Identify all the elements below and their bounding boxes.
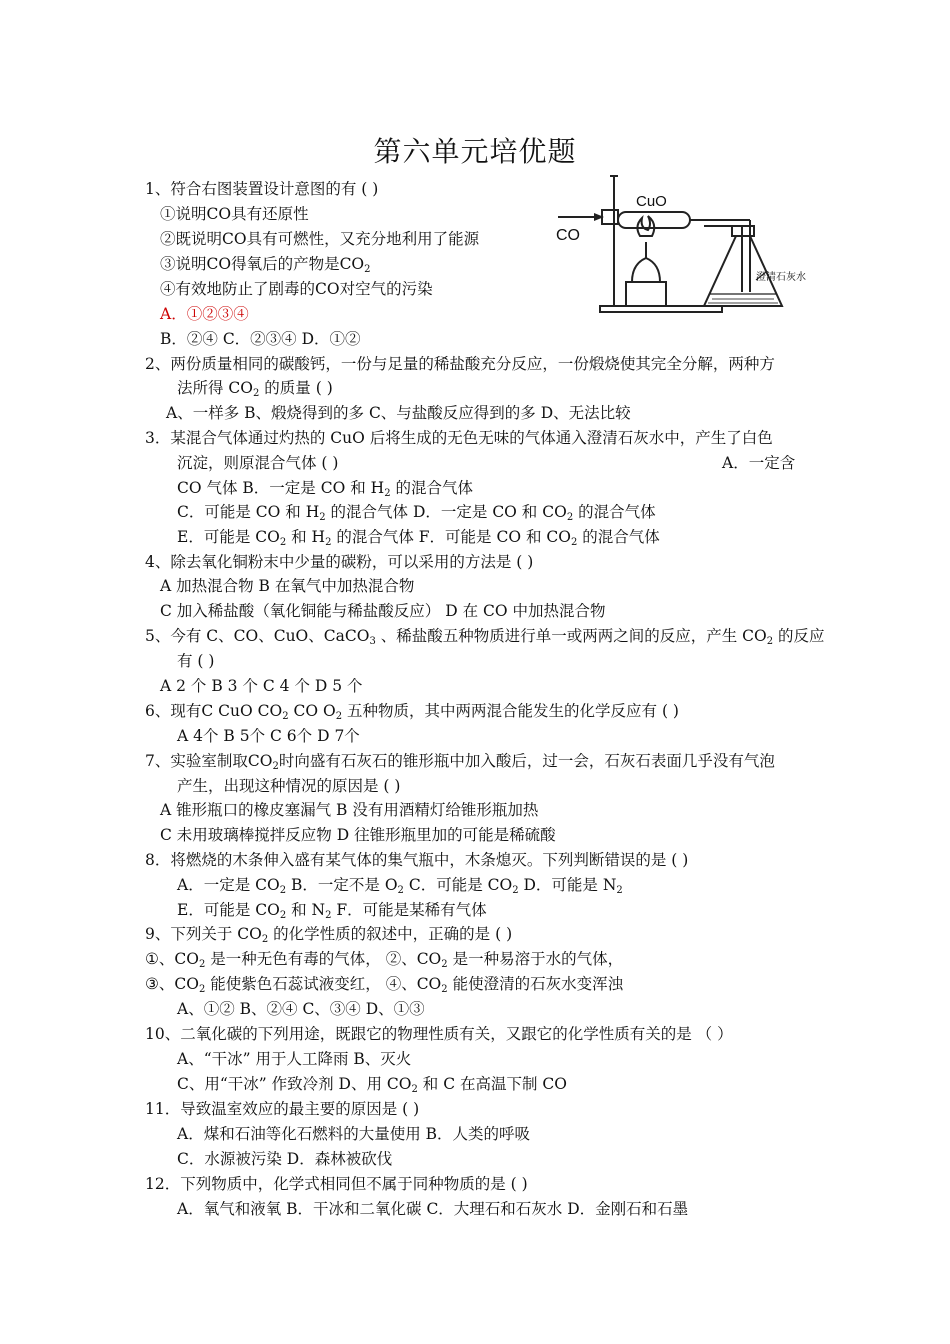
text-segment: D．可能是 N xyxy=(518,876,617,894)
text-line xyxy=(177,1049,411,1069)
text-segment: 是一种无色有毒的气体， ②、CO xyxy=(205,950,442,968)
subscript: 2 xyxy=(198,984,206,995)
text-segment: ①、CO xyxy=(145,950,199,968)
subscript: 2 xyxy=(566,512,574,523)
subscript: 2 xyxy=(279,910,287,921)
co-label: CO xyxy=(556,227,580,244)
text-segment: A 加热混合物 B 在氧气中加热混合物 xyxy=(160,577,415,595)
text-segment: 的混合气体 xyxy=(390,479,473,497)
text-line xyxy=(145,428,773,448)
text-segment: A．煤和石油等化石燃料的大量使用 B．人类的呼吸 xyxy=(177,1125,531,1143)
text-segment: 和 N xyxy=(286,901,326,919)
text-line xyxy=(145,949,623,969)
text-line xyxy=(145,626,825,646)
text-segment: A．一定是 CO xyxy=(177,876,280,894)
text-segment: ④有效地防止了剧毒的CO对空气的污染 xyxy=(160,280,433,298)
subscript: 2 xyxy=(766,636,774,647)
text-line xyxy=(177,651,214,671)
text-line xyxy=(160,304,249,324)
text-segment: A．一定含 xyxy=(722,454,796,472)
text-line xyxy=(160,329,361,349)
text-segment: A 锥形瓶口的橡皮塞漏气 B 没有用酒精灯给锥形瓶加热 xyxy=(160,801,539,819)
subscript: 2 xyxy=(279,885,287,896)
text-segment: B．②④ C．②③④ D．①② xyxy=(160,330,361,348)
text-line xyxy=(160,254,371,274)
text-line xyxy=(177,875,623,895)
text-line xyxy=(177,478,473,498)
co-reduction-apparatus-diagram xyxy=(552,172,806,320)
text-line xyxy=(177,502,656,522)
text-segment: 的混合气体 xyxy=(577,528,660,546)
text-line xyxy=(145,354,775,374)
text-segment: 5、今有 C、CO、CuO、CaCO xyxy=(145,627,370,645)
text-segment: 有 ( ) xyxy=(177,652,215,670)
text-line xyxy=(177,1074,567,1094)
subscript: 2 xyxy=(512,885,519,896)
text-line xyxy=(160,204,309,224)
subscript: 2 xyxy=(325,537,332,548)
text-line xyxy=(160,800,538,820)
text-segment: C 未用玻璃棒搅拌反应物 D 往锥形瓶里加的可能是稀硫酸 xyxy=(160,826,556,844)
text-line xyxy=(145,552,533,572)
text-line xyxy=(145,179,378,199)
text-segment: 和 C 在高温下制 CO xyxy=(417,1075,567,1093)
text-line xyxy=(160,279,433,299)
text-line xyxy=(145,1174,528,1194)
text-line xyxy=(145,924,512,944)
text-segment: C、用“干冰” 作致冷剂 D、用 CO xyxy=(177,1075,412,1093)
text-line xyxy=(177,527,660,547)
cuo-label: CuO xyxy=(636,193,667,210)
subscript: 3 xyxy=(369,636,376,647)
text-segment: 11．导致温室效应的最主要的原因是 ( ) xyxy=(145,1100,420,1118)
text-line xyxy=(145,751,775,771)
text-segment: 的混合气体 F．可能是 CO 和 CO xyxy=(331,528,571,546)
subscript: 2 xyxy=(441,984,448,995)
text-line xyxy=(145,850,688,870)
text-segment: ③、CO xyxy=(145,975,199,993)
text-segment: 五种物质，其中两两混合能发生的化学反应有 ( ) xyxy=(342,702,679,720)
text-segment: A、“干冰” 用于人工降雨 B、灭火 xyxy=(177,1050,412,1068)
text-segment: 是一种易溶于水的气体， xyxy=(447,950,624,968)
text-line xyxy=(145,974,623,994)
subscript: 2 xyxy=(319,512,326,523)
text-segment: 的质量 ( ) xyxy=(259,379,333,397)
text-segment: C．可能是 CO xyxy=(403,876,513,894)
text-line xyxy=(722,453,795,473)
subscript: 2 xyxy=(384,488,391,499)
text-segment: 4、除去氧化铜粉末中少量的碳粉，可以采用的方法是 ( ) xyxy=(145,553,534,571)
text-line xyxy=(177,378,333,398)
text-line xyxy=(177,776,400,796)
text-segment: 和 H xyxy=(286,528,326,546)
text-segment: 的反应 xyxy=(773,627,825,645)
text-line xyxy=(160,601,606,621)
text-line xyxy=(177,1199,688,1219)
text-line xyxy=(145,1099,419,1119)
text-segment: A．①②③④ xyxy=(160,305,249,323)
text-segment: A 4个 B 5个 C 6个 D 7个 xyxy=(177,727,360,745)
text-line xyxy=(160,229,479,249)
text-segment: 7、实验室制取CO xyxy=(145,752,273,770)
text-line xyxy=(177,1124,530,1144)
subscript: 2 xyxy=(261,934,269,945)
subscript: 2 xyxy=(253,388,260,399)
text-segment: ②既说明CO具有可燃性，又充分地利用了能源 xyxy=(160,230,480,248)
text-segment: 3．某混合气体通过灼热的 CuO 后将生成的无色无味的气体通入澄清石灰水中，产生了白色 xyxy=(145,429,773,447)
text-segment: 12．下列物质中，化学式相同但不属于同种物质的是 ( ) xyxy=(145,1175,528,1193)
text-segment: E．可能是 CO xyxy=(177,901,280,919)
text-segment: A、一样多 B、煅烧得到的多 C、与盐酸反应得到的多 D、无法比较 xyxy=(166,404,631,422)
text-segment: ③说明CO得氧后的产物是CO xyxy=(160,255,365,273)
subscript: 2 xyxy=(325,910,332,921)
text-line xyxy=(177,453,338,473)
text-segment: A、①② B、②④ C、③④ D、①③ xyxy=(177,1000,425,1018)
text-line xyxy=(160,676,363,696)
text-segment: CO 气体 B．一定是 CO 和 H xyxy=(177,479,385,497)
text-segment: 时向盛有石灰石的锥形瓶中加入酸后，过一会，石灰石表面几乎没有气泡 xyxy=(278,752,775,770)
subscript: 2 xyxy=(198,959,206,970)
subscript: 2 xyxy=(616,885,623,896)
text-segment: 的化学性质的叙述中，正确的是 ( ) xyxy=(268,925,513,943)
text-segment: 9、下列关于 CO xyxy=(145,925,262,943)
text-segment: 能使澄清的石灰水变浑浊 xyxy=(447,975,624,993)
text-segment: C．水源被污染 D．森林被砍伐 xyxy=(177,1150,393,1168)
text-line xyxy=(145,701,679,721)
text-line xyxy=(177,726,360,746)
text-segment: 10、二氧化碳的下列用途，既跟它的物理性质有关，又跟它的化学性质有关的是 （ ） xyxy=(145,1025,733,1043)
subscript: 2 xyxy=(441,959,448,970)
subscript: 2 xyxy=(570,537,578,548)
text-segment: 1、符合右图装置设计意图的有 ( ) xyxy=(145,180,379,198)
text-segment: 沉淀，则原混合气体 ( ) xyxy=(177,454,339,472)
text-segment: CO O xyxy=(288,702,336,720)
subscript: 2 xyxy=(411,1084,418,1095)
text-segment: C．可能是 CO 和 H xyxy=(177,503,320,521)
text-segment: 能使紫色石蕊试液变红， ④、CO xyxy=(205,975,442,993)
limewater-label: 澄清石灰水 xyxy=(756,272,806,283)
text-segment: ①说明CO具有还原性 xyxy=(160,205,309,223)
text-segment: 的混合气体 xyxy=(573,503,656,521)
text-segment: A．氧气和液氧 B．干冰和二氧化碳 C．大理石和石灰水 D．金刚石和石墨 xyxy=(177,1200,689,1218)
subscript: 2 xyxy=(397,885,404,896)
text-segment: 6、现有C CuO CO xyxy=(145,702,283,720)
text-line xyxy=(166,403,631,423)
text-segment: E．可能是 CO xyxy=(177,528,280,546)
subscript: 2 xyxy=(335,711,343,722)
text-segment: A 2 个 B 3 个 C 4 个 D 5 个 xyxy=(160,677,363,695)
text-line xyxy=(177,900,487,920)
text-line xyxy=(145,1024,733,1044)
page-title: 第六单元培优题 xyxy=(373,135,577,168)
subscript: 2 xyxy=(282,711,289,722)
text-segment: B．一定不是 O xyxy=(286,876,398,894)
text-segment: 、稀盐酸五种物质进行单一或两两之间的反应，产生 CO xyxy=(375,627,767,645)
text-segment: 8．将燃烧的木条伸入盛有某气体的集气瓶中，木条熄灭。下列判断错误的是 ( ) xyxy=(145,851,689,869)
text-segment: 的混合气体 D．一定是 CO 和 CO xyxy=(325,503,567,521)
text-segment: 2、两份质量相同的碳酸钙，一份与足量的稀盐酸充分反应，一份煅烧使其完全分解，两种方 xyxy=(145,355,775,373)
subscript: 2 xyxy=(272,761,279,772)
text-line xyxy=(160,825,556,845)
text-line xyxy=(177,1149,392,1169)
text-segment: C 加入稀盐酸（氧化铜能与稀盐酸反应） D 在 CO 中加热混合物 xyxy=(160,602,606,620)
text-segment: 法所得 CO xyxy=(177,379,253,397)
text-line xyxy=(160,576,414,596)
subscript: 2 xyxy=(279,537,287,548)
subscript: 2 xyxy=(364,264,371,275)
text-line xyxy=(177,999,425,1019)
text-segment: 产生，出现这种情况的原因是 ( ) xyxy=(177,777,401,795)
text-segment: F．可能是某稀有气体 xyxy=(331,901,487,919)
